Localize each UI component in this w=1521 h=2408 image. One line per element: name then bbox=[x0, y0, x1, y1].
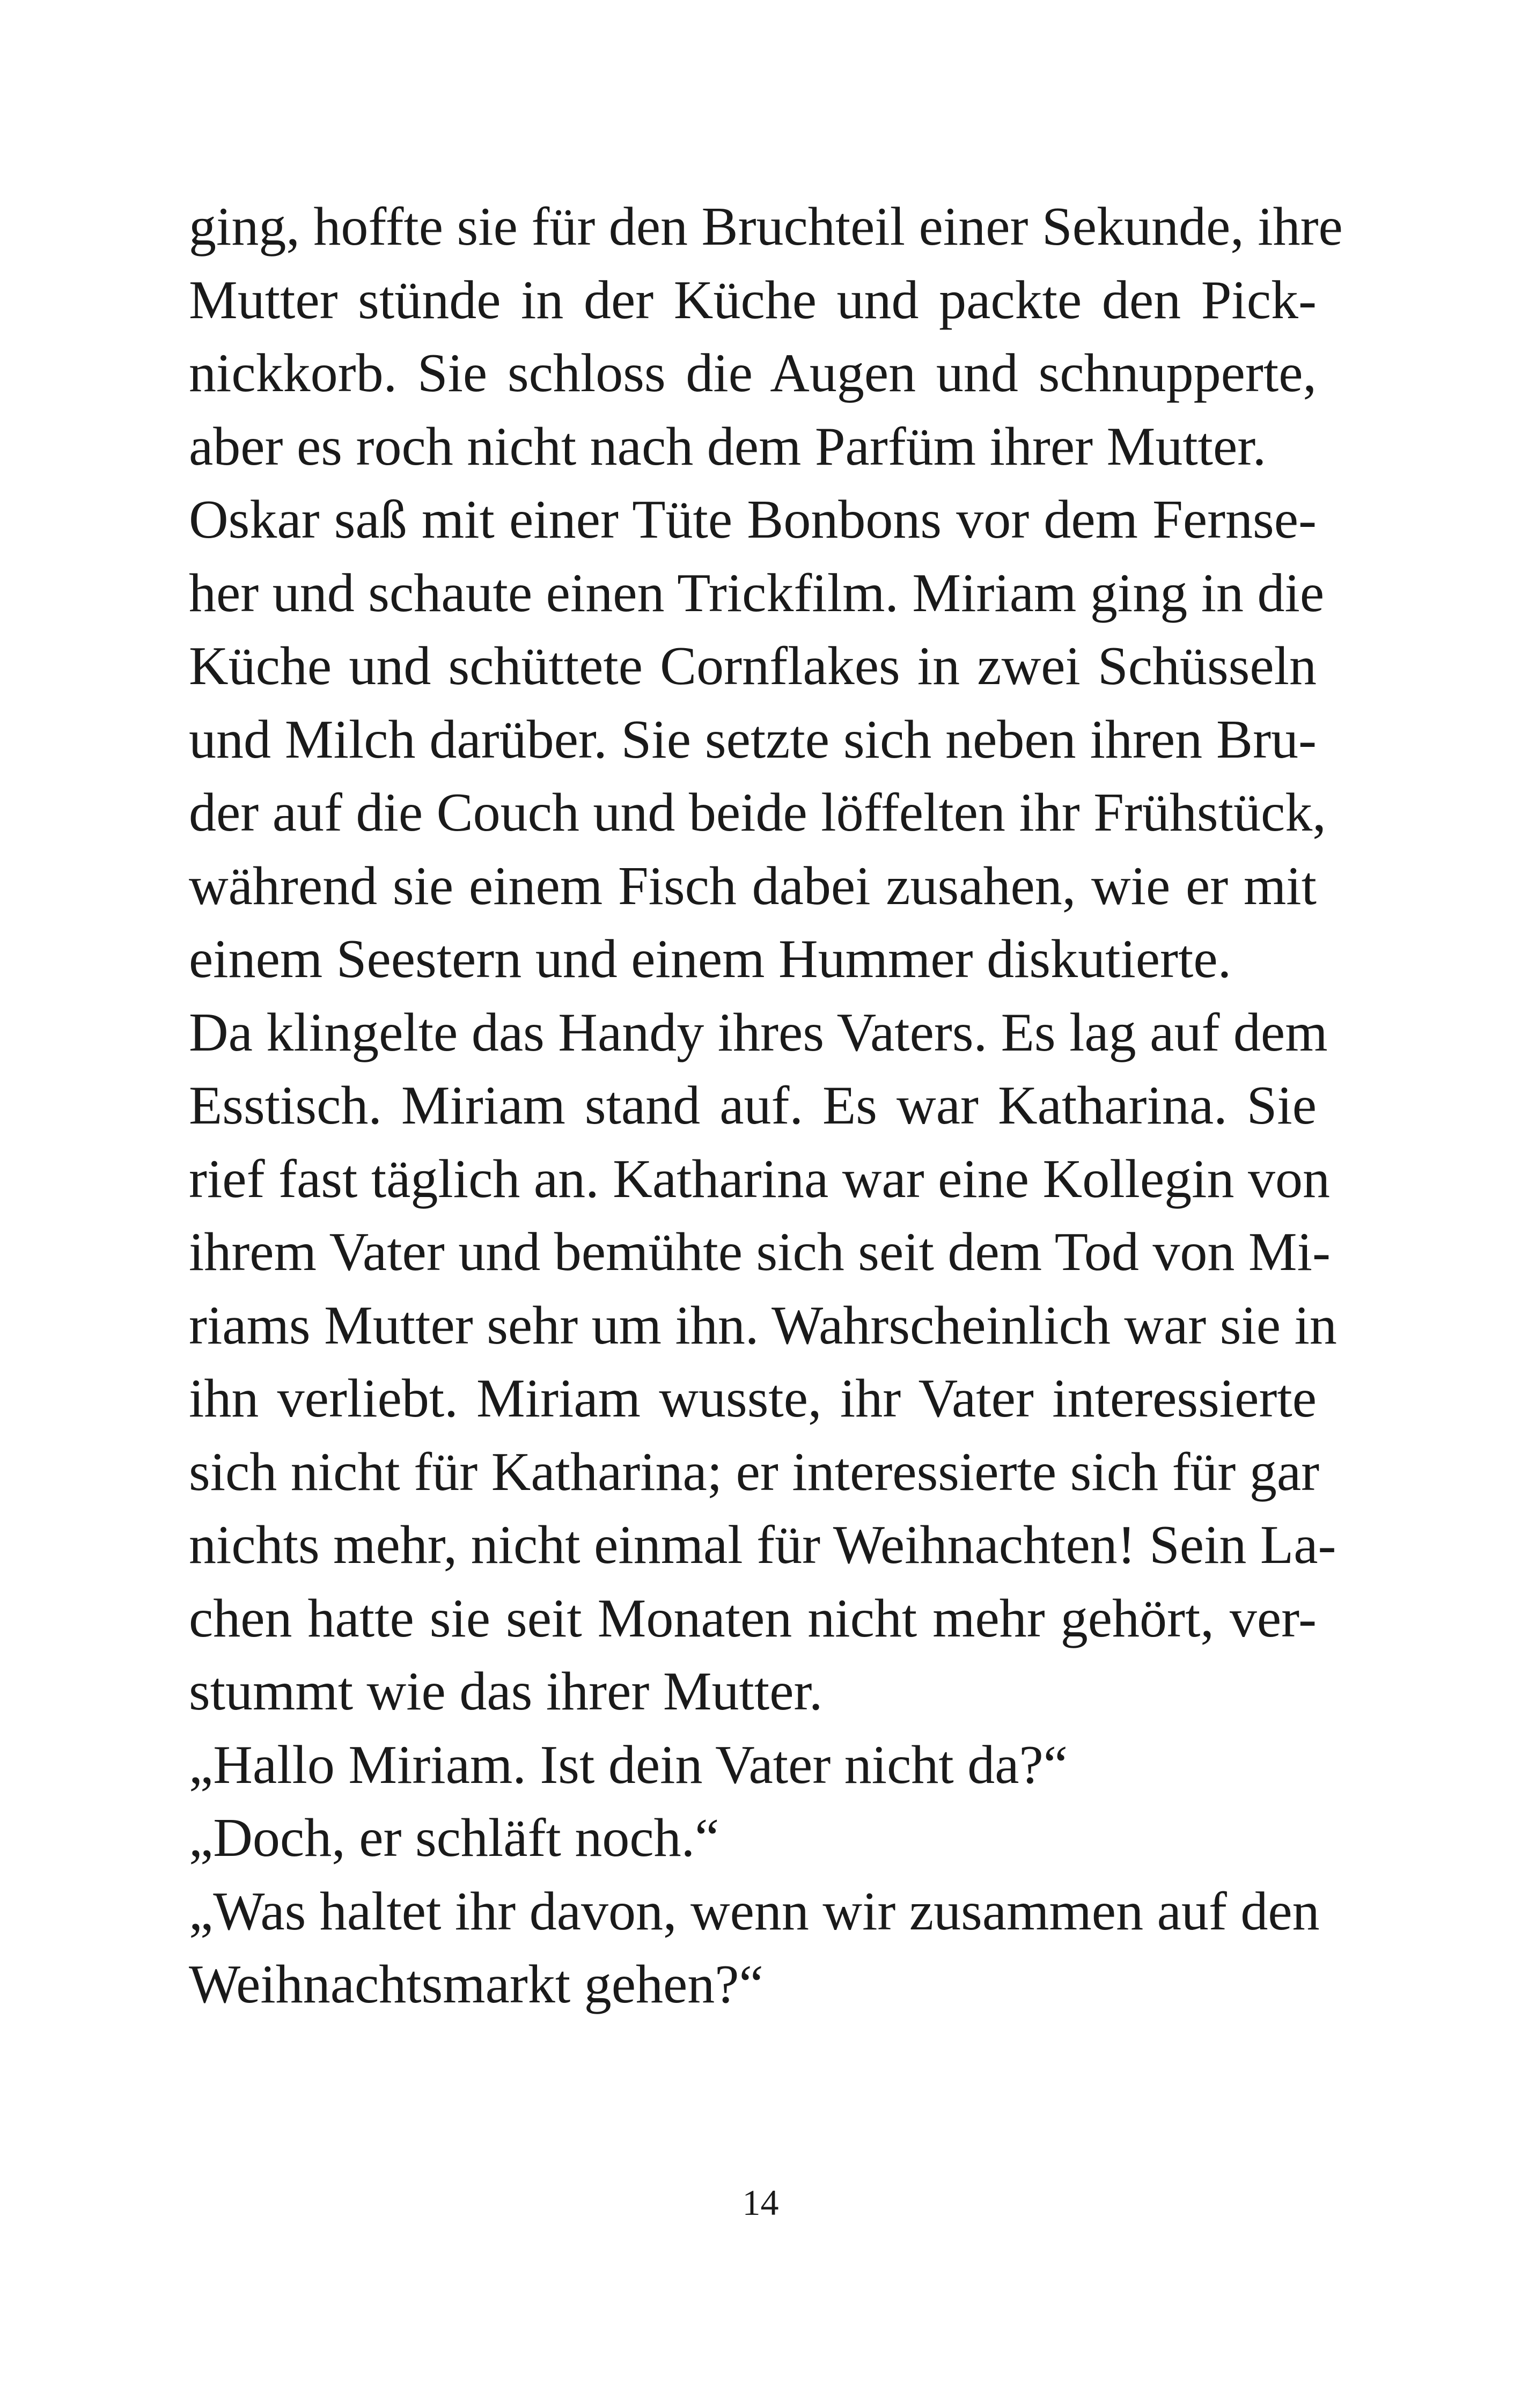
text-line: während sie einem Fisch dabei zusahen, wie er mit bbox=[189, 855, 1317, 916]
dialogue-line: „Was haltet ihr davon, wenn wir zusammen auf den bbox=[189, 1881, 1320, 1942]
text-line: der auf die Couch und beide löffelten ihr Frühstück, bbox=[189, 782, 1326, 843]
text-line: aber es roch nicht nach dem Parfüm ihrer Mutter. bbox=[189, 416, 1267, 477]
text-line: Oskar saß mit einer Tüte Bonbons vor dem Fernse- bbox=[189, 489, 1317, 550]
text-line: chen hatte sie seit Monaten nicht mehr gehört, ver- bbox=[189, 1588, 1317, 1649]
text-line: riams Mutter sehr um ihn. Wahrscheinlich war sie in bbox=[189, 1295, 1337, 1356]
text-line: rief fast täglich an. Katharina war eine Kollegin von bbox=[189, 1148, 1331, 1209]
text-line: ging, hoffte sie für den Bruchteil einer Sekunde, ihre bbox=[189, 196, 1343, 257]
text-line: nickkorb. Sie schloss die Augen und schnupperte, bbox=[189, 343, 1317, 403]
dialogue-line: „Hallo Miriam. Ist dein Vater nicht da?“ bbox=[189, 1734, 1068, 1795]
dialogue-line: Weihnachtsmarkt gehen?“ bbox=[189, 1954, 763, 2015]
text-line: einem Seestern und einem Hummer diskutierte. bbox=[189, 929, 1232, 989]
text-line: Esstisch. Miriam stand auf. Es war Katharina. Sie bbox=[189, 1075, 1317, 1136]
text-line: sich nicht für Katharina; er interessierte sich für gar bbox=[189, 1441, 1320, 1502]
text-line: stummt wie das ihrer Mutter. bbox=[189, 1661, 823, 1722]
text-line: Mutter stünde in der Küche und packte den Pick- bbox=[189, 269, 1317, 331]
body-text bbox=[189, 190, 1343, 2022]
text-line: her und schaute einen Trickfilm. Miriam ging in die bbox=[189, 562, 1325, 623]
text-line: und Milch darüber. Sie setzte sich neben ihren Bru- bbox=[189, 709, 1317, 770]
text-line: Küche und schüttete Cornflakes in zwei Schüsseln bbox=[189, 636, 1317, 696]
text-line: ihn verliebt. Miriam wusste, ihr Vater interessierte bbox=[189, 1368, 1317, 1429]
text-line: Da klingelte das Handy ihres Vaters. Es lag auf dem bbox=[189, 1002, 1328, 1063]
text-line: ihrem Vater und bemühte sich seit dem Tod von Mi- bbox=[189, 1222, 1331, 1282]
dialogue-line: „Doch, er schläft noch.“ bbox=[189, 1808, 719, 1868]
text-line: nichts mehr, nicht einmal für Weihnachten! Sein La- bbox=[189, 1515, 1336, 1575]
page-number: 14 bbox=[742, 2182, 779, 2223]
